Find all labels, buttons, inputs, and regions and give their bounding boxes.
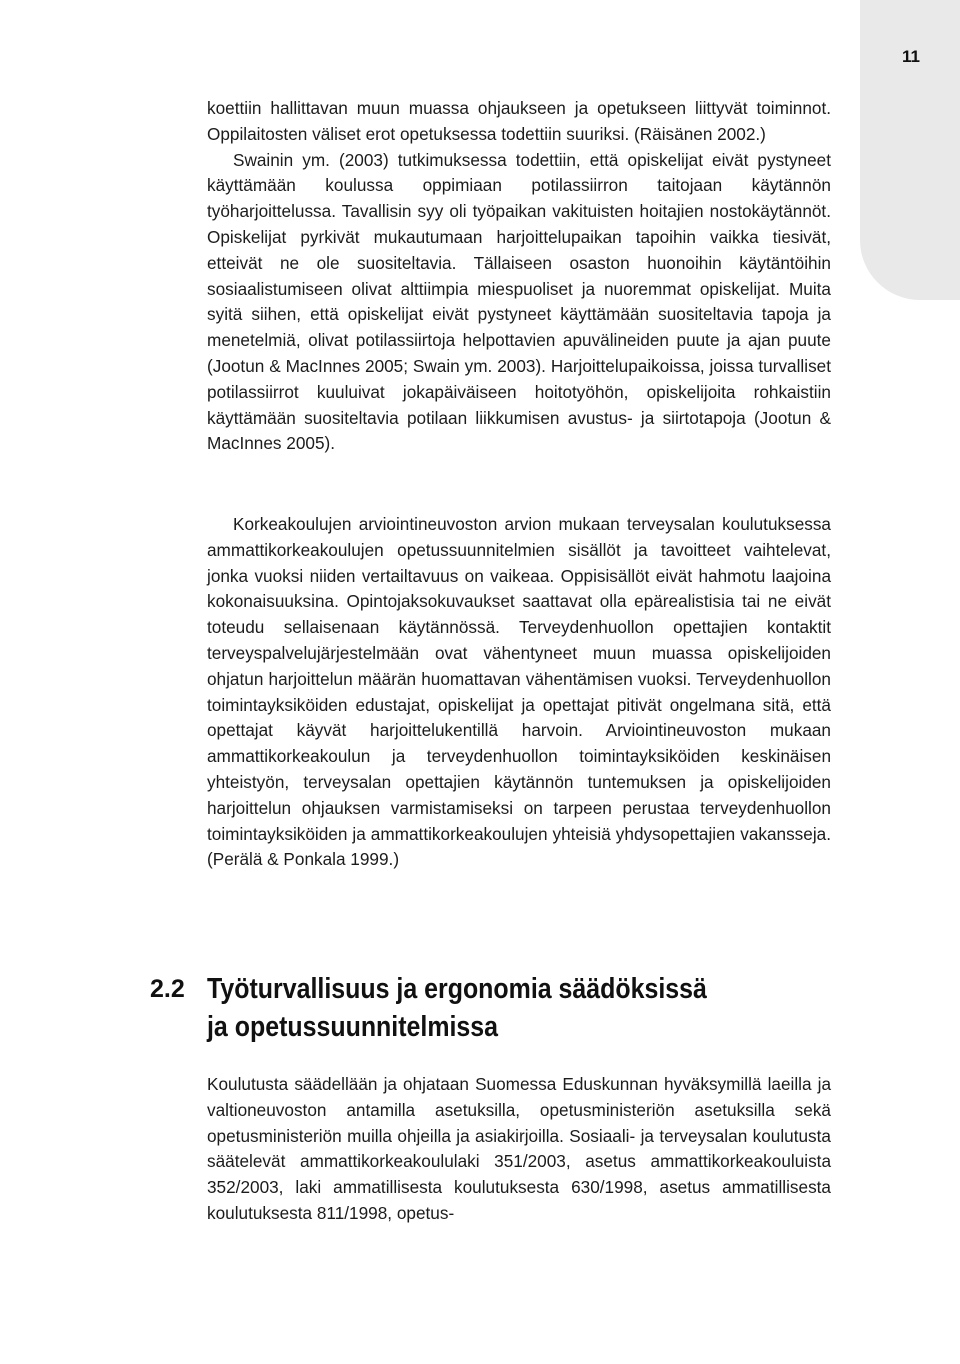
paragraph: Koulutusta säädellään ja ohjataan Suomessa Eduskunnan hyväksymillä laeilla ja valtioneuvoston antamilla asetuksilla, opetusministeriön asetuksilla sekä opetusministeriön muilla ohjeilla ja asiakirjoilla. Sosiaali- ja terveysalan koulutusta säätelevät ammattikorkeakoululaki 351/2003, asetus ammattikorkeakouluista 352/2003, laki ammatillisesta koulutuksesta 630/1998, asetus ammatillisesta koulutuksesta 811/1998, opetus- <box>207 1074 831 1223</box>
page-corner-tab <box>860 0 960 300</box>
paragraph: Swainin ym. (2003) tutkimuksessa todettiin, että opiskelijat eivät pystyneet käyttämään koulussa oppimiaan potilassiirron taitojaan käytännön työharjoittelussa. Tavallisin syy oli työpaikan vakituisten hoitajien nostokäytännöt. Opiskelijat pyrkivät mukautumaan harjoittelupaikan tapoihin vaikka tiesivät, etteivät ne ole suositeltavia. Tällaiseen osaston huonoihin käytäntöihin sosiaalistumiseen olivat alttiimpia miespuoliset ja nuoremmat opiskelijat. Muita syitä siihen, että opiskelijat eivät pystyneet käyttämään suositeltavia tapoja ja menetelmiä, olivat potilassiirtoja helpottavien apuvälineiden puute ja ajan puute (Jootun & MacInnes 2005; Swain ym. 2003). Harjoittelupaikoissa, joissa turvalliset potilassiirrot kuuluivat jokapäiväiseen hoitotyöhön, opiskelijoita rohkaistiin käyttämään suositeltavia potilaan liikkumisen avustus- ja siirtotapoja (Jootun & MacInnes 2005). <box>207 149 831 454</box>
body-text-section-2 <box>207 1072 831 1227</box>
body-text-section-1 <box>207 96 831 457</box>
section-title-line: Työturvallisuus ja ergonomia säädöksissä <box>207 973 707 1005</box>
section-number: 2.2 <box>150 975 185 1003</box>
section-title <box>207 970 740 1046</box>
paragraph: koettiin hallittavan muun muassa ohjaukseen ja opetukseen liittyvät toiminnot. Oppilaitosten väliset erot opetuksessa todettiin suuriksi. (Räisänen 2002.) <box>207 98 831 144</box>
section-title-line: ja opetussuunnitelmissa <box>207 1011 499 1043</box>
paragraph: Korkeakoulujen arviointineuvoston arvion mukaan terveysalan koulutuksessa ammattikorkeakoulujen opetussuunnitelmien sisällöt ja tavoitteet vaihtelevat, jonka vuoksi niiden vertailtavuus on vaikeaa. Oppisisällöt eivät hahmotu laajoina kokonaisuuksina. Opintojaksokuvaukset saattavat olla epärealistisia tai ne eivät toteudu sellaisenaan käytännössä. Terveydenhuollon opettajien kontaktit terveyspalvelujärjestelmään ovat vähentyneet muun muassa opiskelijoiden ohjatun harjoittelun määrän huomattavan vähentämisen vuoksi. Terveydenhuollon toimintayksiköiden edustajat, opiskelijat ja opettajat pitivät ongelmana sitä, että opettajat käyvät harjoittelukentillä harvoin. Arviointineuvoston mukaan ammattikorkeakoulun ja terveydenhuollon toimintayksiköiden keskinäisen yhteistyön, terveysalan opettajien käytännön tuntemuksen ja opiskelijoiden harjoittelun ohjauksen varmistamiseksi on tarpeen perustaa terveydenhuollon toimintayksiköiden ja ammattikorkeakoulujen yhteisiä yhdysopettajien vakansseja. (Perälä & Ponkala 1999.) <box>207 514 831 870</box>
page-number: 11 <box>902 47 920 66</box>
body-text-section-1-continued <box>207 512 831 873</box>
